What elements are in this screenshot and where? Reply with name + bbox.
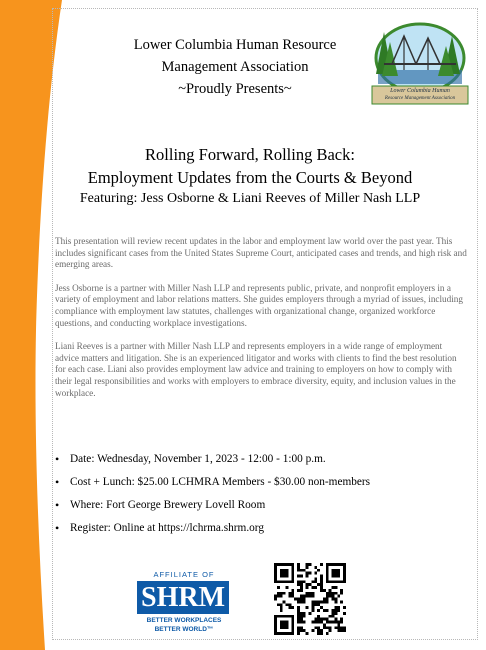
org-name-line1: Lower Columbia Human Resource: [133, 37, 337, 53]
org-name-line2: Management Association: [161, 59, 309, 75]
shrm-tagline-2: BETTER WORLD™: [154, 626, 214, 633]
event-location: • Where: Fort George Brewery Lovell Room: [55, 495, 475, 515]
proudly-presents: ~Proudly Presents~: [178, 81, 292, 97]
event-title-line2: Employment Updates from the Courts & Beyond: [87, 168, 413, 187]
qr-code-icon[interactable]: [274, 563, 346, 635]
logo-text-line2: Resource Management Association: [384, 96, 456, 101]
lchrma-logo: [370, 12, 470, 108]
speaker-bio-osborne: Jess Osborne is a partner with Miller Nash LLP and represents public, private, and nonprofit employers in a variety of employment and labor relations matters. She guides employers through a myriad of issues, including compliance with employment law statutes, challenges with organizational change, organized workforce questions, and conducting workplace investigations.: [55, 282, 463, 328]
event-cost: • Cost + Lunch: $25.00 LCHMRA Members - $30.00 non-members: [55, 472, 475, 492]
shrm-affiliate-logo: [134, 570, 234, 638]
event-date: • Date: Wednesday, November 1, 2023 - 12:00 - 1:00 p.m.: [55, 449, 475, 469]
event-details-list: [55, 449, 475, 541]
featuring-speakers: Featuring: Jess Osborne & Liani Reeves of Miller Nash LLP: [79, 191, 421, 206]
event-title-line1: Rolling Forward, Rolling Back:: [145, 145, 355, 164]
speaker-bio-reeves: Liani Reeves is a partner with Miller Nash LLP and represents employers in a wide range of employment advice matters and litigation. She is an experienced litigator and works with clients to find the best resolution for each case. Liani also provides employment law advice and training to employers on how to comply with their legal responsibilities and works with employers to embrace diversity, equity, and inclusion values in the workplace.: [55, 341, 457, 398]
shrm-tagline-1: BETTER WORKPLACES: [146, 617, 222, 624]
description-body: [55, 236, 467, 411]
shrm-affiliate-label: AFFILIATE OF: [153, 570, 215, 579]
event-title: [60, 143, 440, 189]
description-paragraph: This presentation will review recent updates in the labor and employment law world over the past year. This includes significant cases from the United States Supreme Court, anticipated cases and trends, and high risk and emerging areas.: [55, 236, 467, 270]
logo-text-line1: Lower Columbia Human: [390, 88, 450, 94]
org-header: [100, 34, 370, 100]
event-register[interactable]: • Register: Online at https://lchrma.shrm.org: [55, 518, 475, 538]
shrm-wordmark: SHRM: [137, 581, 229, 614]
